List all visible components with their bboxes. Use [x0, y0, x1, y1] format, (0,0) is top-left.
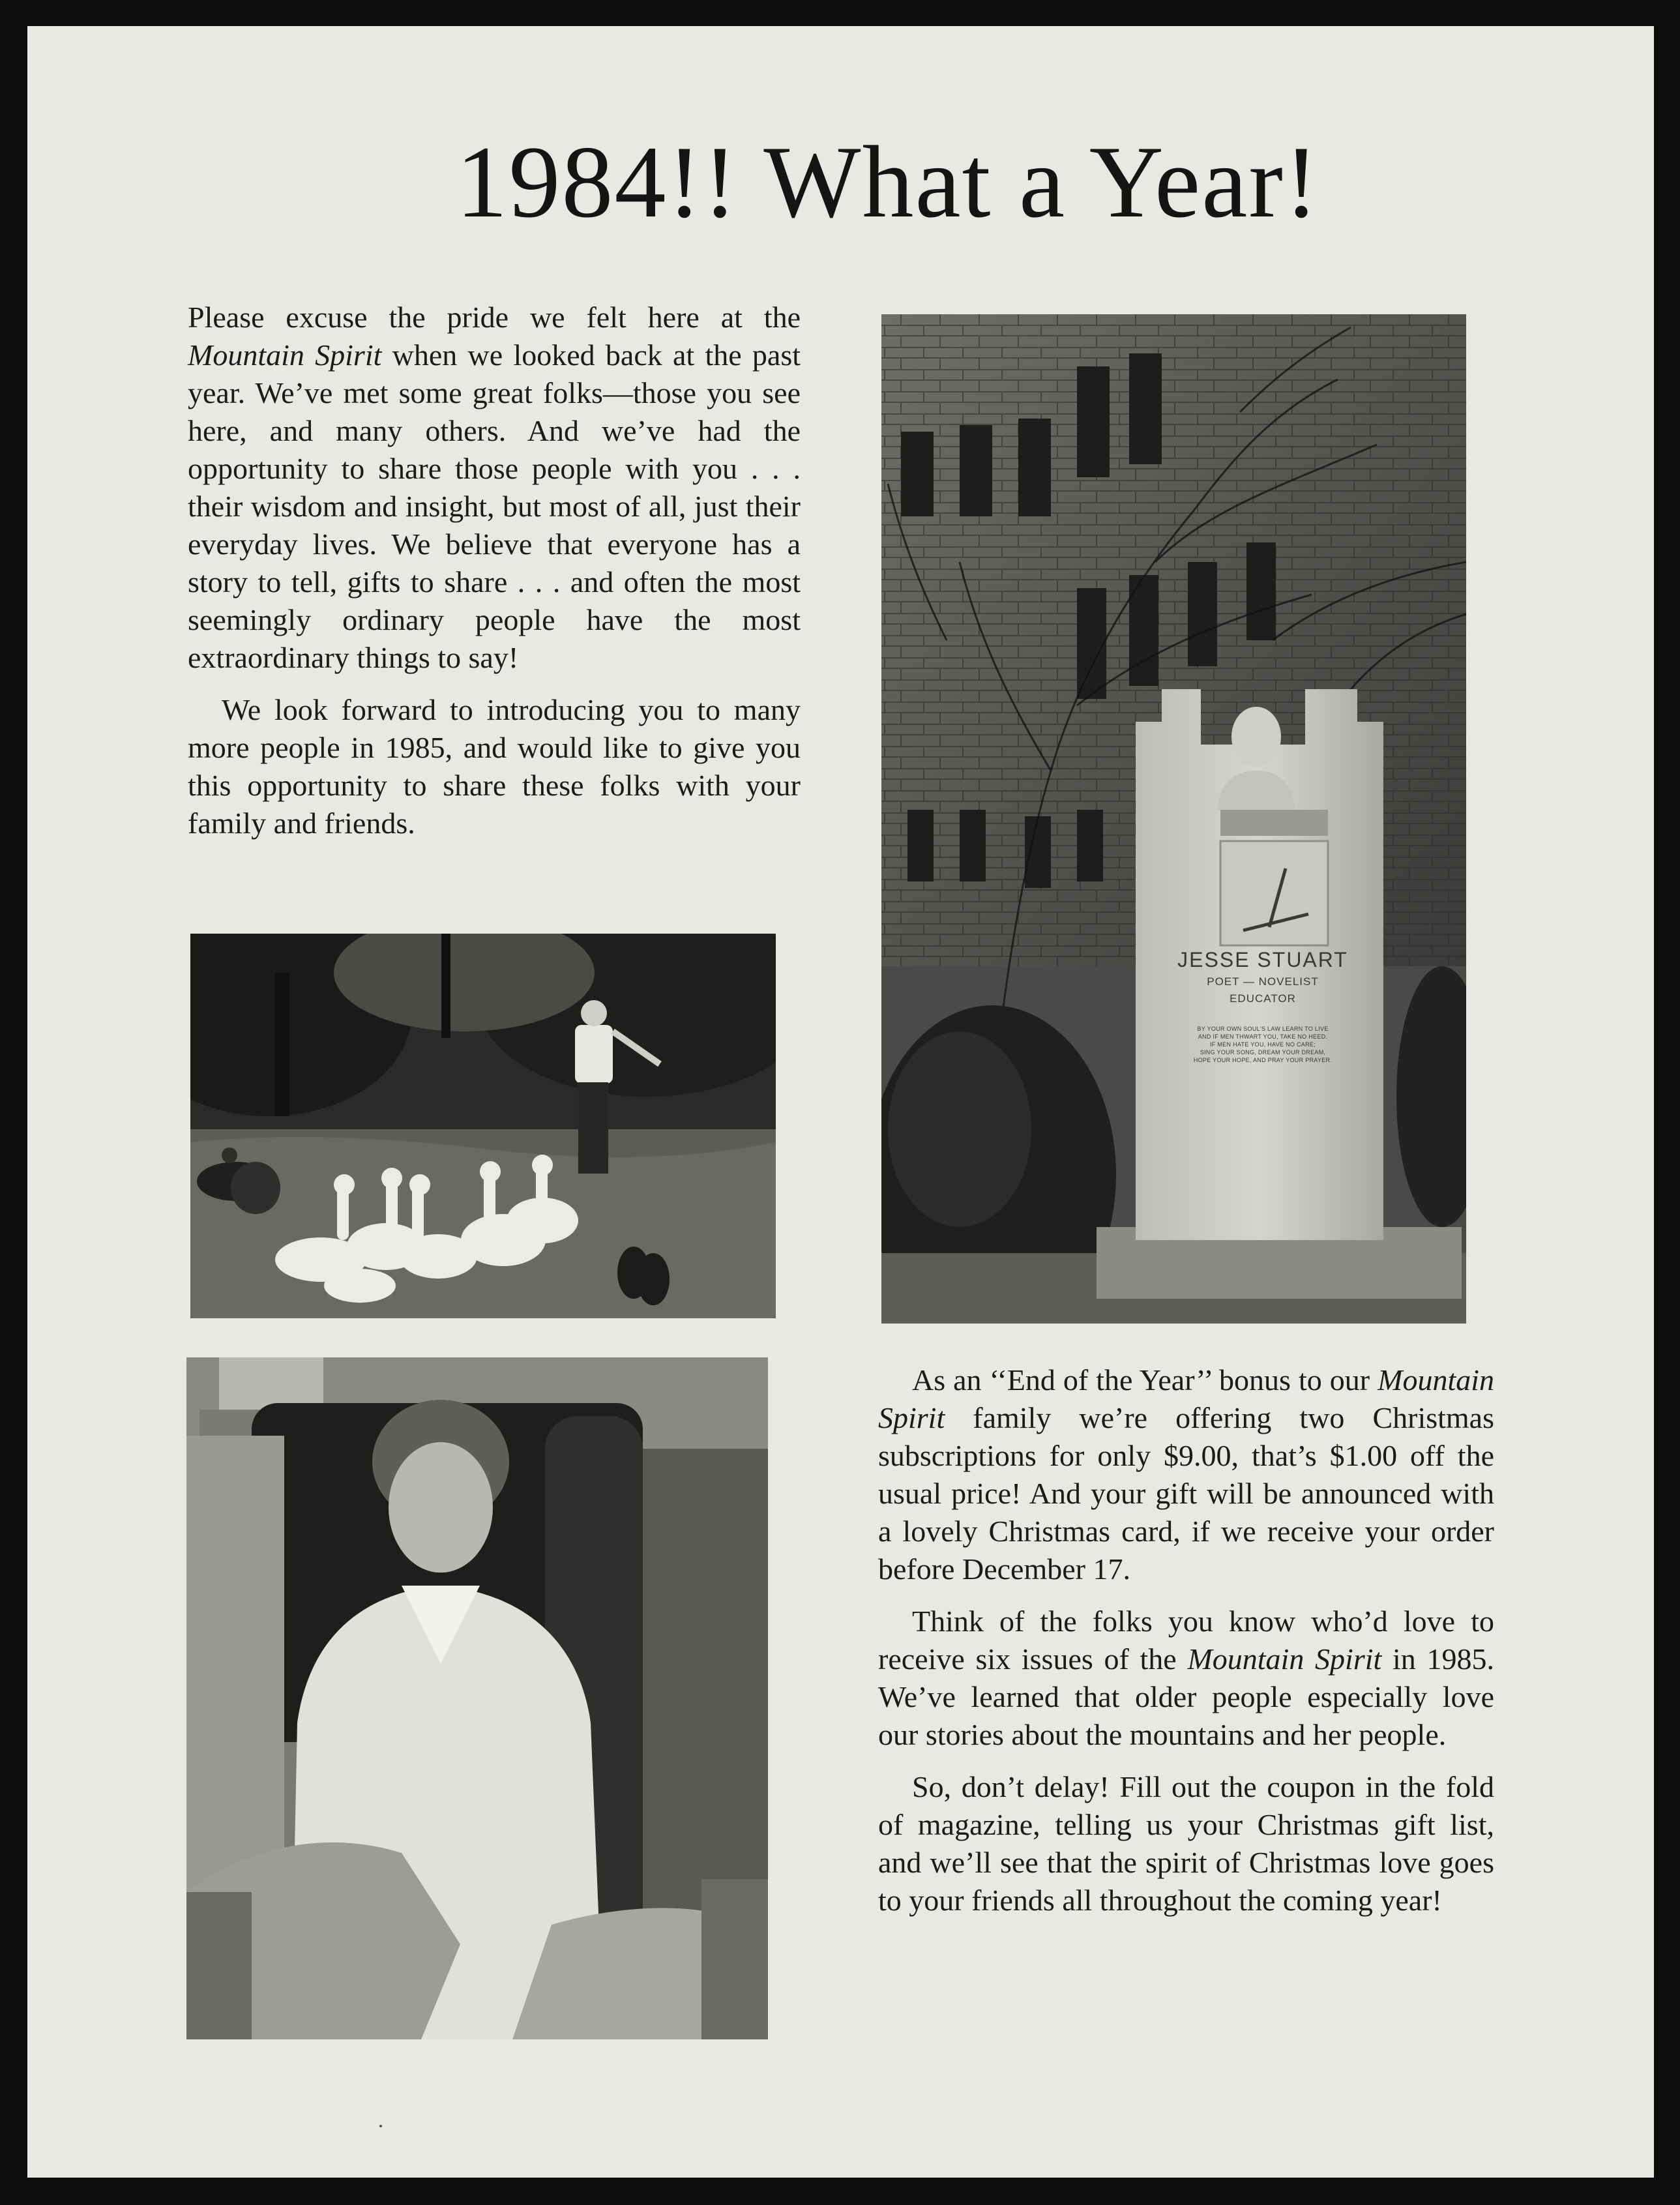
magazine-name: Mountain Spirit: [878, 1363, 1495, 1434]
offer-paragraph-3: So, don’t delay! Fill out the coupon in the fold of magazine, telling us your Christmas gift list, and we’ll see that the spirit of Christmas love goes to your friends all throughout the coming year!: [878, 1770, 1494, 1917]
page-title: 1984!! What a Year!: [456, 125, 1320, 239]
print-speck: [379, 2125, 382, 2127]
intro-paragraph-2: We look forward to introducing you to many more people in 1985, and would like to give you this opportunity to share these folks with your family and friends.: [188, 693, 801, 840]
jesse-stuart-monument-photo: [881, 314, 1466, 1324]
offer-paragraph-1: [878, 1361, 1494, 1588]
inscription-line: BY YOUR OWN SOUL'S LAW LEARN TO LIVE: [1197, 1026, 1329, 1032]
monument-role-1: POET — NOVELIST: [1207, 975, 1319, 988]
intro-column: [188, 299, 801, 842]
monument-plaque: [1136, 947, 1390, 1064]
magazine-page: [27, 26, 1654, 2178]
magazine-name: Mountain Spirit: [1187, 1642, 1382, 1676]
monument-role-2: EDUCATOR: [1230, 992, 1296, 1005]
offer-text: Think of the folks you know who’d love to receive six issues of the: [878, 1605, 1494, 1676]
inscription-line: SING YOUR SONG, DREAM YOUR DREAM,: [1200, 1049, 1326, 1056]
offer-text: As an ‘‘End of the Year’’ bonus to our: [912, 1363, 1370, 1397]
inscription-line: IF MEN HATE YOU, HAVE NO CARE;: [1209, 1041, 1316, 1048]
offer-column: [878, 1361, 1494, 1919]
inscription-line: AND IF MEN THWART YOU, TAKE NO HEED.: [1198, 1033, 1328, 1040]
offer-paragraph-2: [878, 1603, 1494, 1754]
offer-text: family we’re offering two Christmas subscriptions for only $9.00, that’s $1.00 off the usual price! And your gift will be announced with a lovely Christmas card, if we receive your order before December 17.: [878, 1401, 1495, 1586]
intro-text: Please excuse the pride we felt here at the: [188, 301, 801, 334]
intro-text: when we looked back at the past year. We’ve met some great folks—those you see here, and many others. And we’ve had the opportunity to share those people with you . . . their wisdom and insight, but most of all, just their everyday lives. We believe that everyone has a story to tell, gifts to share . . . and often the most seemingly ordinary people have the most extraordinary things to say!: [188, 338, 801, 674]
intro-paragraph-1: [188, 299, 801, 677]
geese-yard-photo: [190, 934, 776, 1318]
inscription-line: HOPE YOUR HOPE, AND PRAY YOUR PRAYER.: [1193, 1057, 1333, 1063]
monument-inscription: [1136, 1025, 1390, 1064]
offer-text: in 1985. We’ve learned that older people especially love our stories about the mountains and her people.: [878, 1642, 1495, 1751]
magazine-name: Mountain Spirit: [188, 338, 382, 372]
young-man-portrait-photo: [186, 1357, 768, 2039]
monument-name: JESSE STUART: [1177, 948, 1348, 971]
